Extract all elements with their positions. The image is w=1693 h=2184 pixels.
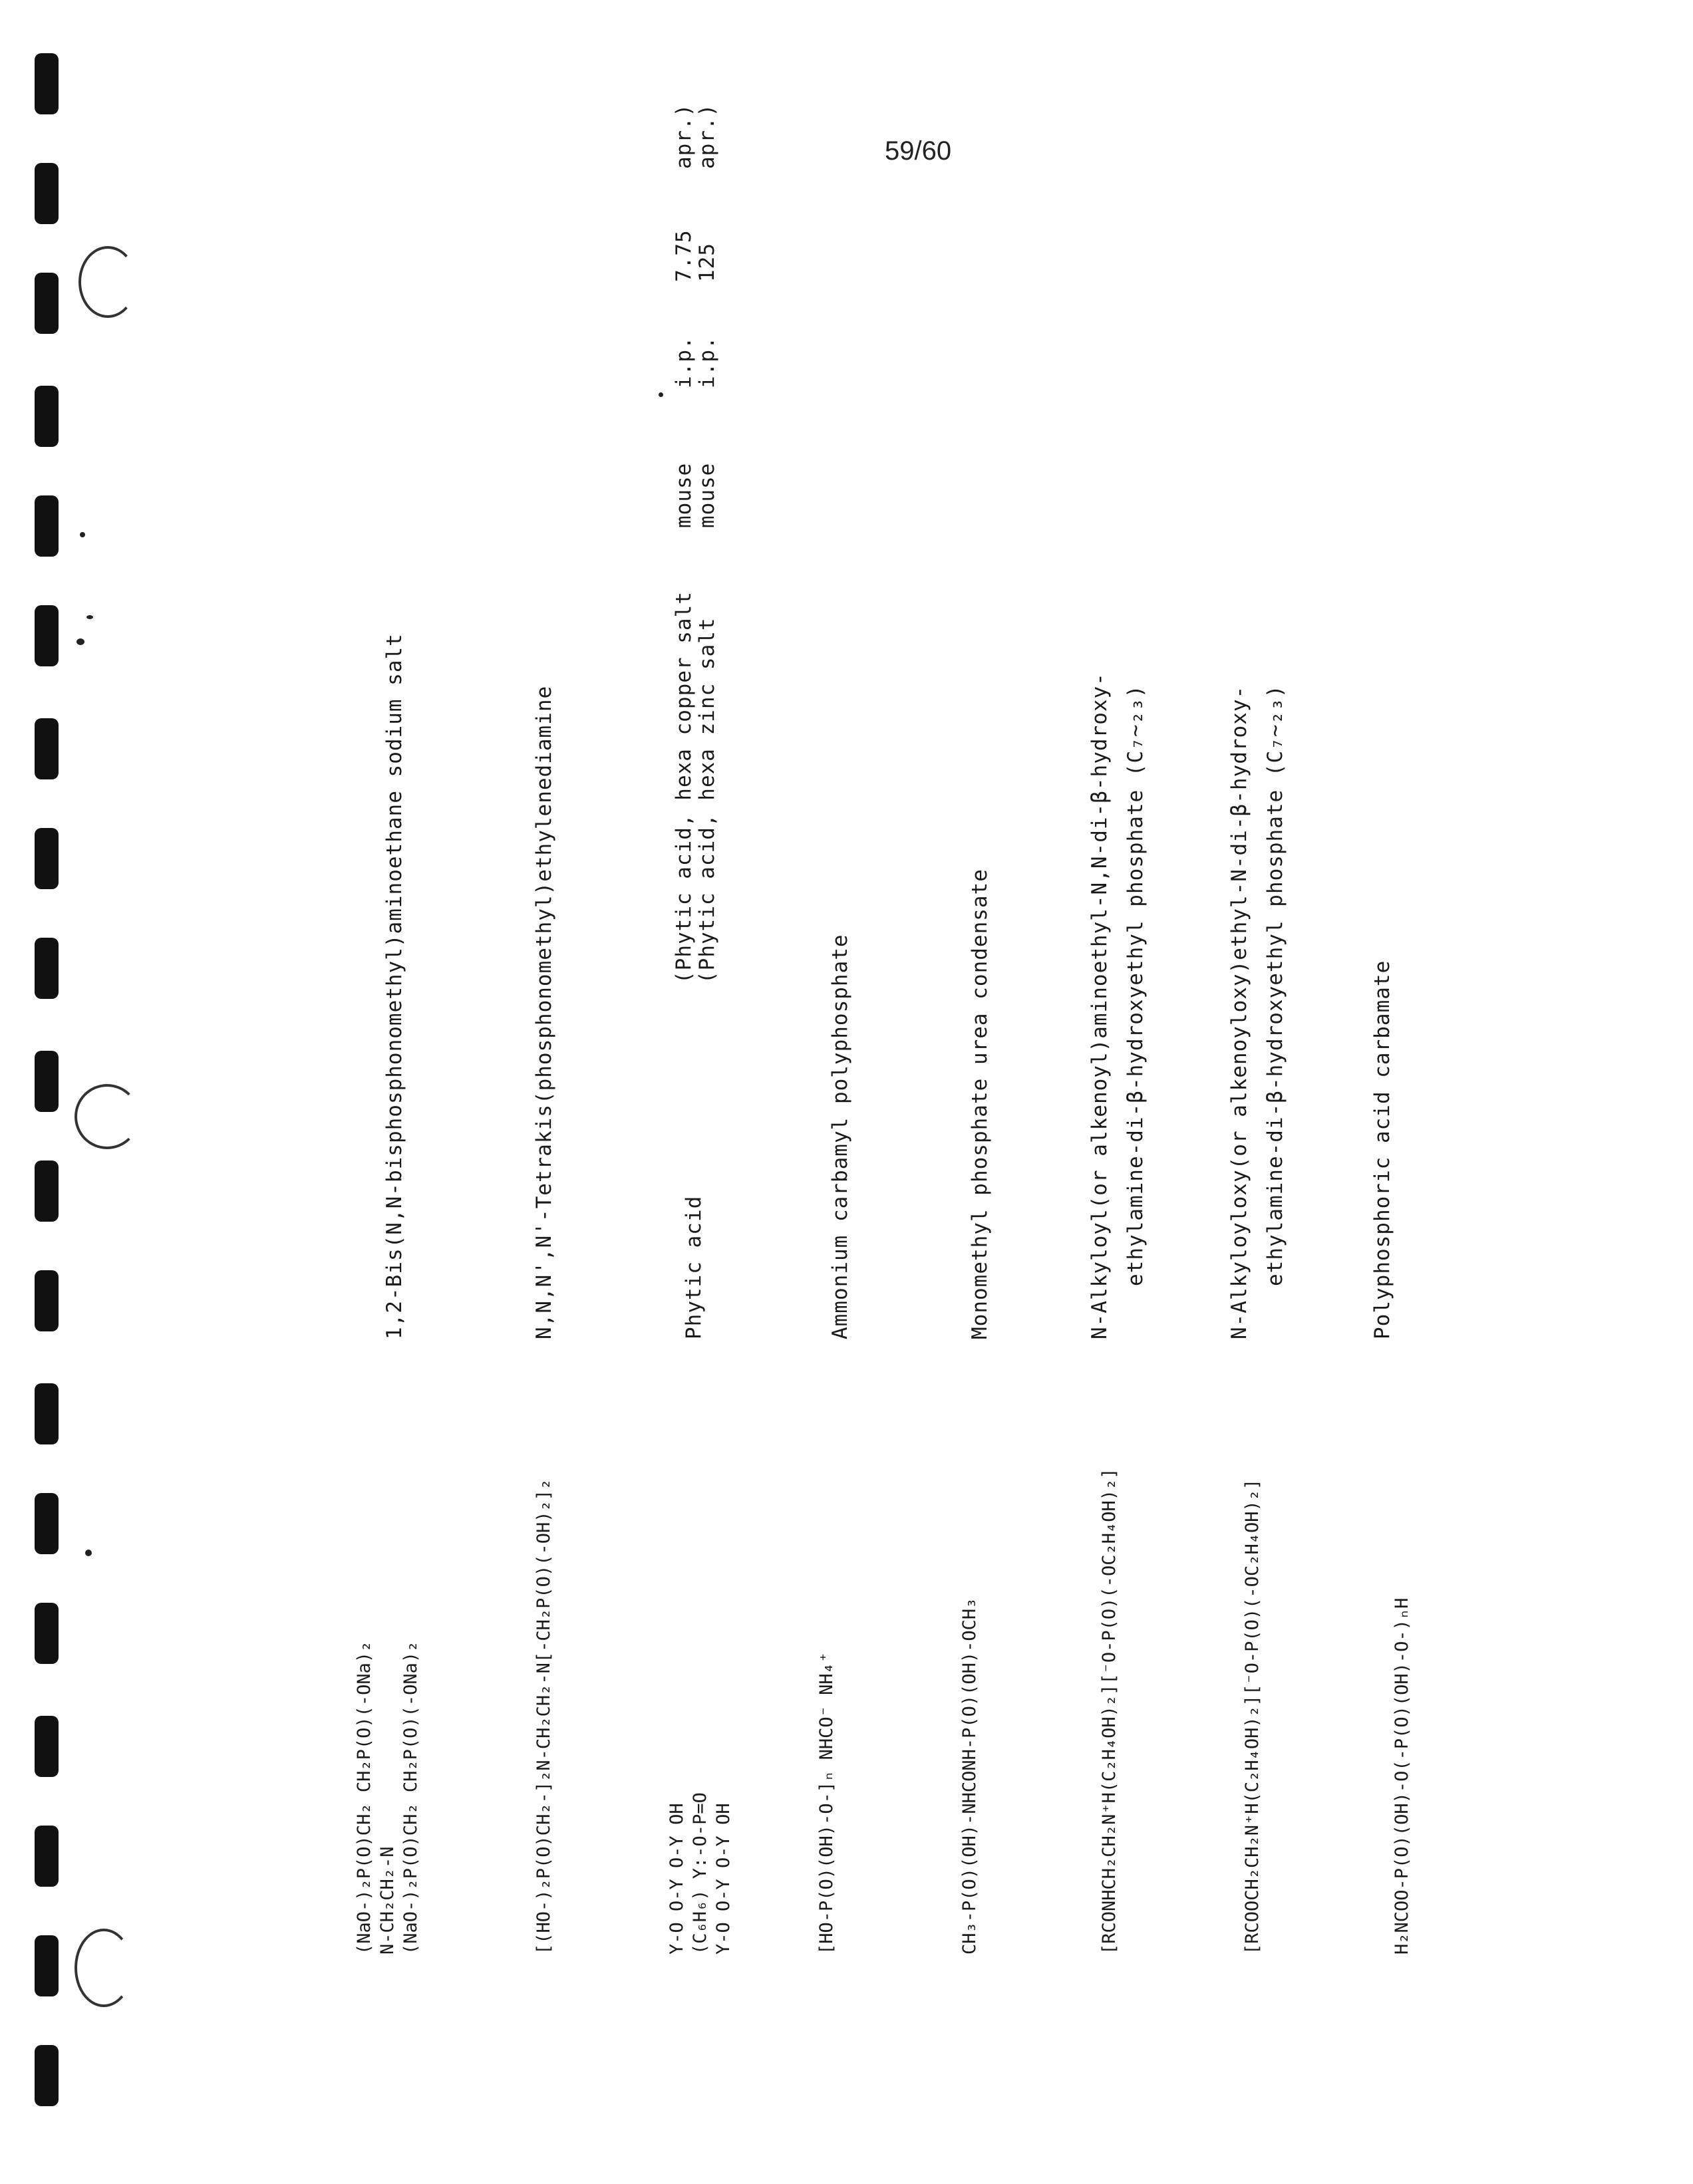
compound-name: Phytic acid (682, 1195, 706, 1339)
compound-name: N,N,N',N'-Tetrakis(phosphonomethyl)ethylenediamine (532, 685, 556, 1339)
structural-formula: [RCOOCH₂CH₂N⁺H(C₂H₄OH)₂][⁻O-P(O)(-OC₂H₄OH)₂] (1242, 1478, 1263, 1955)
structural-formula: Y-O O-Y O-Y OH (C₆H₆) Y:-O-P=O Y-O O-Y O-Y OH (667, 1792, 734, 1955)
salt-entry: (Phytic acid, hexa copper salt (672, 591, 696, 984)
structural-formula: CH₃-P(O)(OH)-NHCONH-P(O)(OH)-OCH₃ (959, 1597, 980, 1955)
compound-name: Polyphosphoric acid carbamate (1370, 960, 1394, 1339)
ld50-value: 7.75 (672, 229, 696, 282)
approx-note: apr.) (672, 103, 696, 169)
structural-formula: H₂NCOO-P(O)(OH)-O(-P(O)(OH)-O-)ₙH (1392, 1597, 1412, 1955)
compound-name: N-Alkyloyl(or alkenoyl)aminoethyl-N,N-di-β-hydroxy- ethylamine-di-β-hydroxyethyl phosphate (C₇~₂₃) (1088, 672, 1148, 1339)
route: i.p. (672, 336, 696, 388)
ld50-value: 125 (695, 243, 719, 282)
structural-formula: (NaO-)₂P(O)CH₂ CH₂P(O)(-ONa)₂ N-CH₂CH₂-N (NaO-)₂P(O)CH₂ CH₂P(O)(-ONa)₂ (354, 1641, 422, 1955)
structural-formula: [HO-P(O)(OH)-O-]ₙ NHCO⁻ NH₄⁺ (816, 1651, 837, 1955)
structural-formula: [RCONHCH₂CH₂N⁺H(C₂H₄OH)₂][⁻O-P(O)(-OC₂H₄OH)₂] (1099, 1468, 1120, 1955)
structural-formula: [(HO-)₂P(O)CH₂-]₂N-CH₂CH₂-N[-CH₂P(O)(-OH)₂]₂ (534, 1478, 554, 1955)
animal: mouse (672, 462, 696, 528)
compound-name: Ammonium carbamyl polyphosphate (828, 934, 852, 1339)
page-number: 59/60 (885, 136, 952, 166)
compound-name: 1,2-Bis(N,N-bisphosphonomethyl)aminoethane sodium salt (383, 633, 406, 1339)
salt-entry: (Phytic acid, hexa zinc salt (695, 617, 719, 984)
compound-name: N-Alkyloyloxy(or alkenoyloxy)ethyl-N-di-β-hydroxy- ethylamine-di-β-hydroxyethyl phosphate (C₇~₂₃) (1227, 684, 1287, 1339)
route: i.p. (695, 336, 719, 388)
compound-name: Monomethyl phosphate urea condensate (968, 869, 992, 1339)
approx-note: apr.) (695, 103, 719, 169)
animal: mouse (695, 462, 719, 528)
